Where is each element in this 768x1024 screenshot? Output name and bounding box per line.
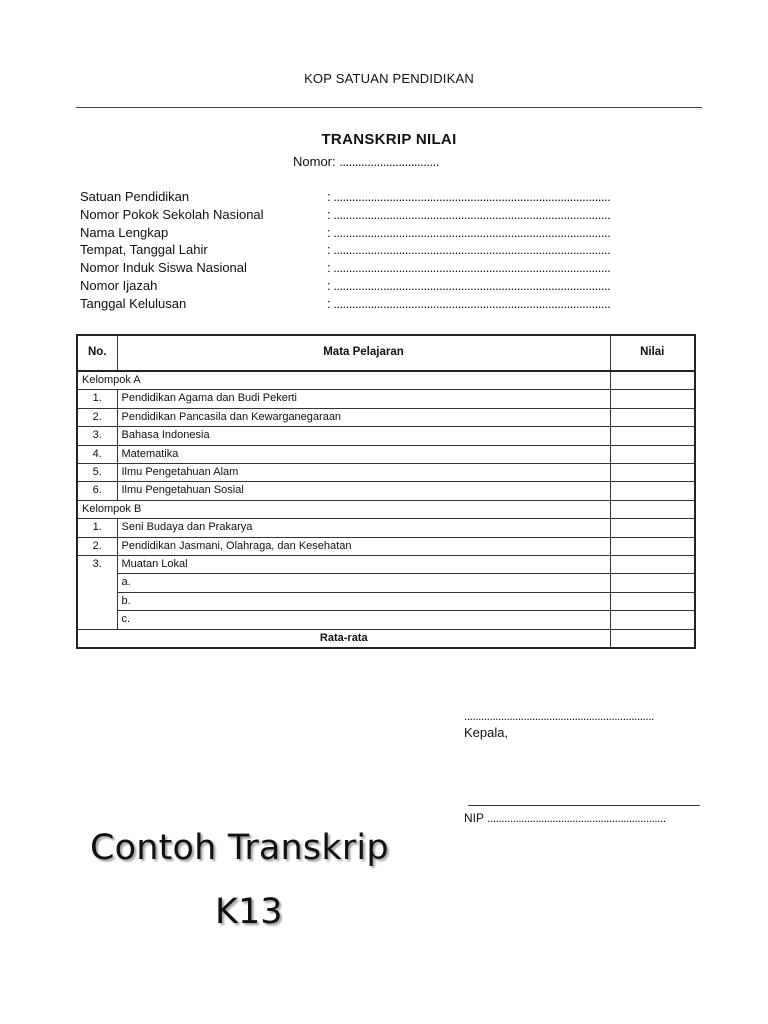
subject-cell: Pendidikan Jasmani, Olahraga, dan Kesehatan <box>117 537 610 555</box>
field-label: Satuan Pendidikan <box>80 189 190 204</box>
field-row <box>80 224 702 242</box>
table-row <box>77 427 695 445</box>
row-number: 1. <box>77 390 117 408</box>
field-blank: : ......................................................................................... <box>327 189 611 204</box>
field-label: Nomor Induk Siswa Nasional <box>80 260 247 276</box>
field-label: Nama Lengkap <box>80 224 169 240</box>
row-number: 3. <box>77 427 117 445</box>
student-info-fields <box>80 188 702 313</box>
group-label: Kelompok B <box>77 500 610 518</box>
score-cell <box>610 371 695 390</box>
subject-cell: Pendidikan Pancasila dan Kewarganegaraan <box>117 408 610 426</box>
subject-cell: Ilmu Pengetahuan Sosial <box>117 482 610 500</box>
group-row <box>77 500 695 518</box>
score-cell <box>610 556 695 574</box>
field-blank: : ......................................................................................... <box>327 242 611 258</box>
local-subject-cell: b. <box>117 592 610 610</box>
average-score-cell <box>610 629 695 648</box>
table-row <box>77 537 695 555</box>
grades-table <box>76 334 696 649</box>
column-header-subject: Mata Pelajaran <box>117 335 610 371</box>
score-cell <box>610 519 695 537</box>
field-label: Tanggal Kelulusan <box>80 295 187 311</box>
local-subject-cell: a. <box>117 574 610 592</box>
field-row <box>80 188 702 206</box>
row-number: 1. <box>77 519 117 537</box>
table-row <box>77 464 695 482</box>
document-number <box>293 154 439 169</box>
row-number: 5. <box>77 464 117 482</box>
table-row <box>77 611 695 629</box>
row-number: 4. <box>77 445 117 463</box>
document-title: TRANSKRIP NILAI <box>321 131 457 148</box>
group-row <box>77 371 695 390</box>
field-blank: : ......................................................................................... <box>327 206 611 222</box>
document-number-blank: ................................ <box>339 154 439 169</box>
subject-cell: Muatan Lokal <box>117 556 610 574</box>
score-cell <box>610 592 695 610</box>
score-cell <box>610 482 695 500</box>
table-row <box>77 445 695 463</box>
row-number: 2. <box>77 408 117 426</box>
score-cell <box>610 464 695 482</box>
signature-line <box>468 805 700 806</box>
field-label: Nomor Ijazah <box>80 277 158 293</box>
field-label: Nomor Pokok Sekolah Nasional <box>80 206 264 222</box>
column-header-score: Nilai <box>610 335 695 371</box>
field-label: Tempat, Tanggal Lahir <box>80 242 208 258</box>
signature-nip <box>464 811 700 825</box>
score-cell <box>610 611 695 629</box>
table-row <box>77 556 695 574</box>
score-cell <box>610 500 695 518</box>
document-number-label: Nomor: <box>293 154 336 169</box>
overlay-caption-title: Contoh Transkrip <box>90 828 389 868</box>
subject-cell: Pendidikan Agama dan Budi Pekerti <box>117 390 610 408</box>
score-cell <box>610 427 695 445</box>
subject-cell: Ilmu Pengetahuan Alam <box>117 464 610 482</box>
column-header-no: No. <box>77 335 117 371</box>
score-cell <box>610 574 695 592</box>
table-row <box>77 390 695 408</box>
average-label: Rata-rata <box>77 629 610 648</box>
nip-blank: ............................................................... <box>487 811 666 825</box>
table-header-row <box>77 335 695 371</box>
overlay-caption-subtitle: K13 <box>215 892 283 932</box>
field-blank: : ......................................................................................... <box>327 260 611 276</box>
field-blank: : ......................................................................................... <box>327 277 611 293</box>
row-number: 6. <box>77 482 117 500</box>
row-number: 2. <box>77 537 117 555</box>
signature-title: Kepala, <box>464 725 509 740</box>
subject-cell: Seni Budaya dan Prakarya <box>117 519 610 537</box>
score-cell <box>610 408 695 426</box>
score-cell <box>610 445 695 463</box>
table-row <box>77 519 695 537</box>
nip-label: NIP <box>464 811 484 825</box>
group-label: Kelompok A <box>77 371 610 390</box>
table-row <box>77 482 695 500</box>
field-blank: : ......................................................................................... <box>327 295 611 311</box>
row-number: 3. <box>77 556 117 630</box>
signature-place-date: ................................................................... <box>464 709 654 723</box>
table-row <box>77 408 695 426</box>
table-row <box>77 574 695 592</box>
subject-cell: Matematika <box>117 445 610 463</box>
score-cell <box>610 537 695 555</box>
letterhead-divider <box>76 107 702 108</box>
field-row <box>80 241 702 259</box>
table-row <box>77 592 695 610</box>
field-row <box>80 277 702 295</box>
field-row <box>80 206 702 224</box>
score-cell <box>610 390 695 408</box>
average-row <box>77 629 695 648</box>
local-subject-cell: c. <box>117 611 610 629</box>
letterhead-placeholder: KOP SATUAN PENDIDIKAN <box>304 71 474 86</box>
subject-cell: Bahasa Indonesia <box>117 427 610 445</box>
field-row <box>80 295 702 313</box>
field-blank: : ......................................................................................... <box>327 224 611 240</box>
field-row <box>80 259 702 277</box>
